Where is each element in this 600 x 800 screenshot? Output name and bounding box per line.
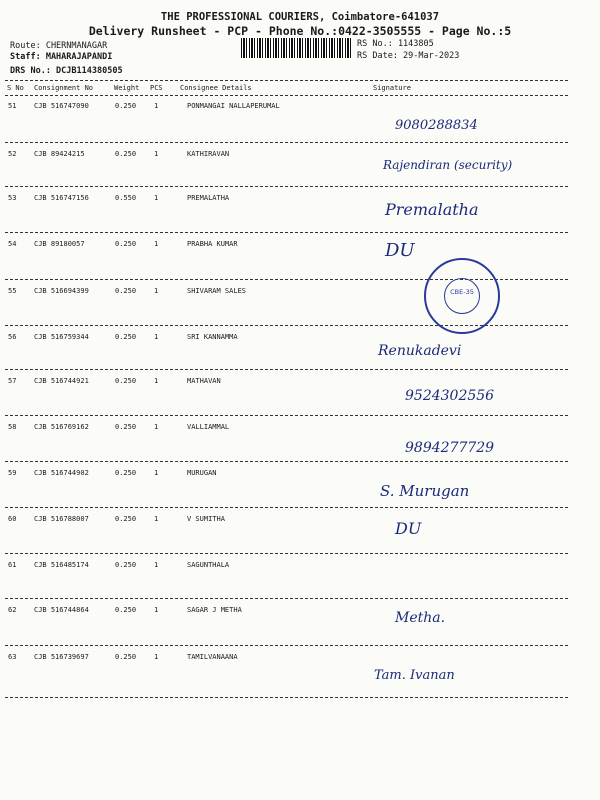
row-consignment-no: CJB 516744864 (34, 606, 89, 614)
row-consignment-no: CJB 516747156 (34, 194, 89, 202)
row-separator (5, 645, 568, 646)
row-weight: 0.250 (115, 102, 137, 110)
row-signature: DU (385, 240, 415, 261)
row-pcs: 1 (154, 653, 159, 661)
row-consignee-name: SHIVARAM SALES (187, 287, 247, 295)
row-consignee-name: SAGUNTHALA (187, 561, 230, 569)
row-consignment-no: CJB 89424215 (34, 150, 85, 158)
row-pcs: 1 (154, 194, 159, 202)
row-separator (5, 369, 568, 370)
row-pcs: 1 (154, 377, 159, 385)
row-signature: 9894277729 (405, 440, 495, 456)
row-separator (5, 461, 568, 462)
row-signature: Renukadevi (378, 343, 462, 359)
col-weight: Weight (114, 84, 140, 92)
header-subtitle: Delivery Runsheet - PCP - Phone No.:0422-3505555 - Page No.:5 (88, 24, 512, 38)
company-stamp (424, 258, 500, 334)
row-sno: 63 (8, 653, 17, 661)
row-consignee-name: MURUGAN (187, 469, 217, 477)
col-consignment: Consignment No (34, 84, 94, 92)
row-signature: S. Murugan (380, 482, 470, 500)
row-weight: 0.250 (115, 423, 137, 431)
row-consignment-no: CJB 516769162 (34, 423, 89, 431)
row-consignment-no: CJB 516788007 (34, 515, 89, 523)
row-consignee-name: TAMILVANAANA (187, 653, 238, 661)
row-separator (5, 415, 568, 416)
col-pcs: PCS (150, 84, 163, 92)
row-consignment-no: CJB 516759344 (34, 333, 89, 341)
drs-label: DRS No.: DCJB114380505 (10, 66, 123, 76)
row-sno: 53 (8, 194, 17, 202)
col-sno: S No (7, 84, 24, 92)
row-weight: 0.250 (115, 150, 137, 158)
row-consignee-name: PRABHA KUMAR (187, 240, 238, 248)
row-separator (5, 553, 568, 554)
row-pcs: 1 (154, 423, 159, 431)
row-signature: Tam. Ivanan (374, 668, 455, 683)
row-weight: 0.550 (115, 194, 137, 202)
row-sno: 62 (8, 606, 17, 614)
row-pcs: 1 (154, 287, 159, 295)
row-separator (5, 507, 568, 508)
row-sno: 55 (8, 287, 17, 295)
row-consignee-name: PREMALATHA (187, 194, 230, 202)
row-weight: 0.250 (115, 606, 137, 614)
row-sno: 52 (8, 150, 17, 158)
row-consignment-no: CJB 516744902 (34, 469, 89, 477)
row-pcs: 1 (154, 240, 159, 248)
row-signature: Metha. (395, 610, 446, 626)
row-consignment-no: CJB 516744921 (34, 377, 89, 385)
staff-label: Staff: MAHARAJAPANDI (10, 52, 113, 62)
barcode (241, 38, 351, 58)
col-signature: Signature (373, 84, 411, 92)
row-separator (5, 697, 568, 698)
row-weight: 0.250 (115, 240, 137, 248)
row-weight: 0.250 (115, 287, 137, 295)
row-consignment-no: CJB 516694399 (34, 287, 89, 295)
row-consignee-name: SAGAR J METHA (187, 606, 242, 614)
route-label: Route: CHERNMANAGAR (10, 41, 108, 51)
row-signature: DU (395, 519, 422, 538)
stamp-inner-ring (444, 278, 480, 314)
row-consignee-name: MATHAVAN (187, 377, 221, 385)
row-sno: 54 (8, 240, 17, 248)
row-signature: 9524302556 (405, 388, 495, 404)
row-weight: 0.250 (115, 561, 137, 569)
row-sno: 56 (8, 333, 17, 341)
row-sno: 60 (8, 515, 17, 523)
stamp-text: CBE-35 (450, 288, 474, 296)
row-sno: 58 (8, 423, 17, 431)
row-weight: 0.250 (115, 515, 137, 523)
row-pcs: 1 (154, 606, 159, 614)
row-sno: 61 (8, 561, 17, 569)
row-sno: 57 (8, 377, 17, 385)
row-separator (5, 186, 568, 187)
row-consignee-name: SRI KANNAMMA (187, 333, 238, 341)
row-signature: Rajendiran (security) (383, 158, 513, 172)
row-sno: 59 (8, 469, 17, 477)
row-consignment-no: CJB 89180057 (34, 240, 85, 248)
row-pcs: 1 (154, 469, 159, 477)
row-signature: Premalatha (385, 200, 479, 219)
row-consignee-name: V SUMITHA (187, 515, 225, 523)
row-consignment-no: CJB 516485174 (34, 561, 89, 569)
row-weight: 0.250 (115, 653, 137, 661)
rs-number: RS No.: 1143805 (357, 39, 434, 49)
row-pcs: 1 (154, 150, 159, 158)
col-consignee: Consignee Details (180, 84, 252, 92)
row-separator (5, 142, 568, 143)
row-signature: 9080288834 (395, 118, 478, 133)
row-separator (5, 232, 568, 233)
header-divider-top (5, 80, 568, 81)
row-consignee-name: PONMANGAI NALLAPERUMAL (187, 102, 280, 110)
row-weight: 0.250 (115, 377, 137, 385)
row-sno: 51 (8, 102, 17, 110)
row-pcs: 1 (154, 333, 159, 341)
row-consignment-no: CJB 516747090 (34, 102, 89, 110)
row-consignee-name: KATHIRAVAN (187, 150, 230, 158)
row-consignee-name: VALLIAMMAL (187, 423, 230, 431)
row-pcs: 1 (154, 561, 159, 569)
row-pcs: 1 (154, 515, 159, 523)
row-pcs: 1 (154, 102, 159, 110)
rs-date: RS Date: 29-Mar-2023 (357, 51, 460, 61)
row-weight: 0.250 (115, 333, 137, 341)
row-weight: 0.250 (115, 469, 137, 477)
row-separator (5, 598, 568, 599)
header-divider-bottom (5, 95, 568, 96)
row-consignment-no: CJB 516739697 (34, 653, 89, 661)
header-company: THE PROFESSIONAL COURIERS, Coimbatore-641037 (160, 11, 440, 23)
